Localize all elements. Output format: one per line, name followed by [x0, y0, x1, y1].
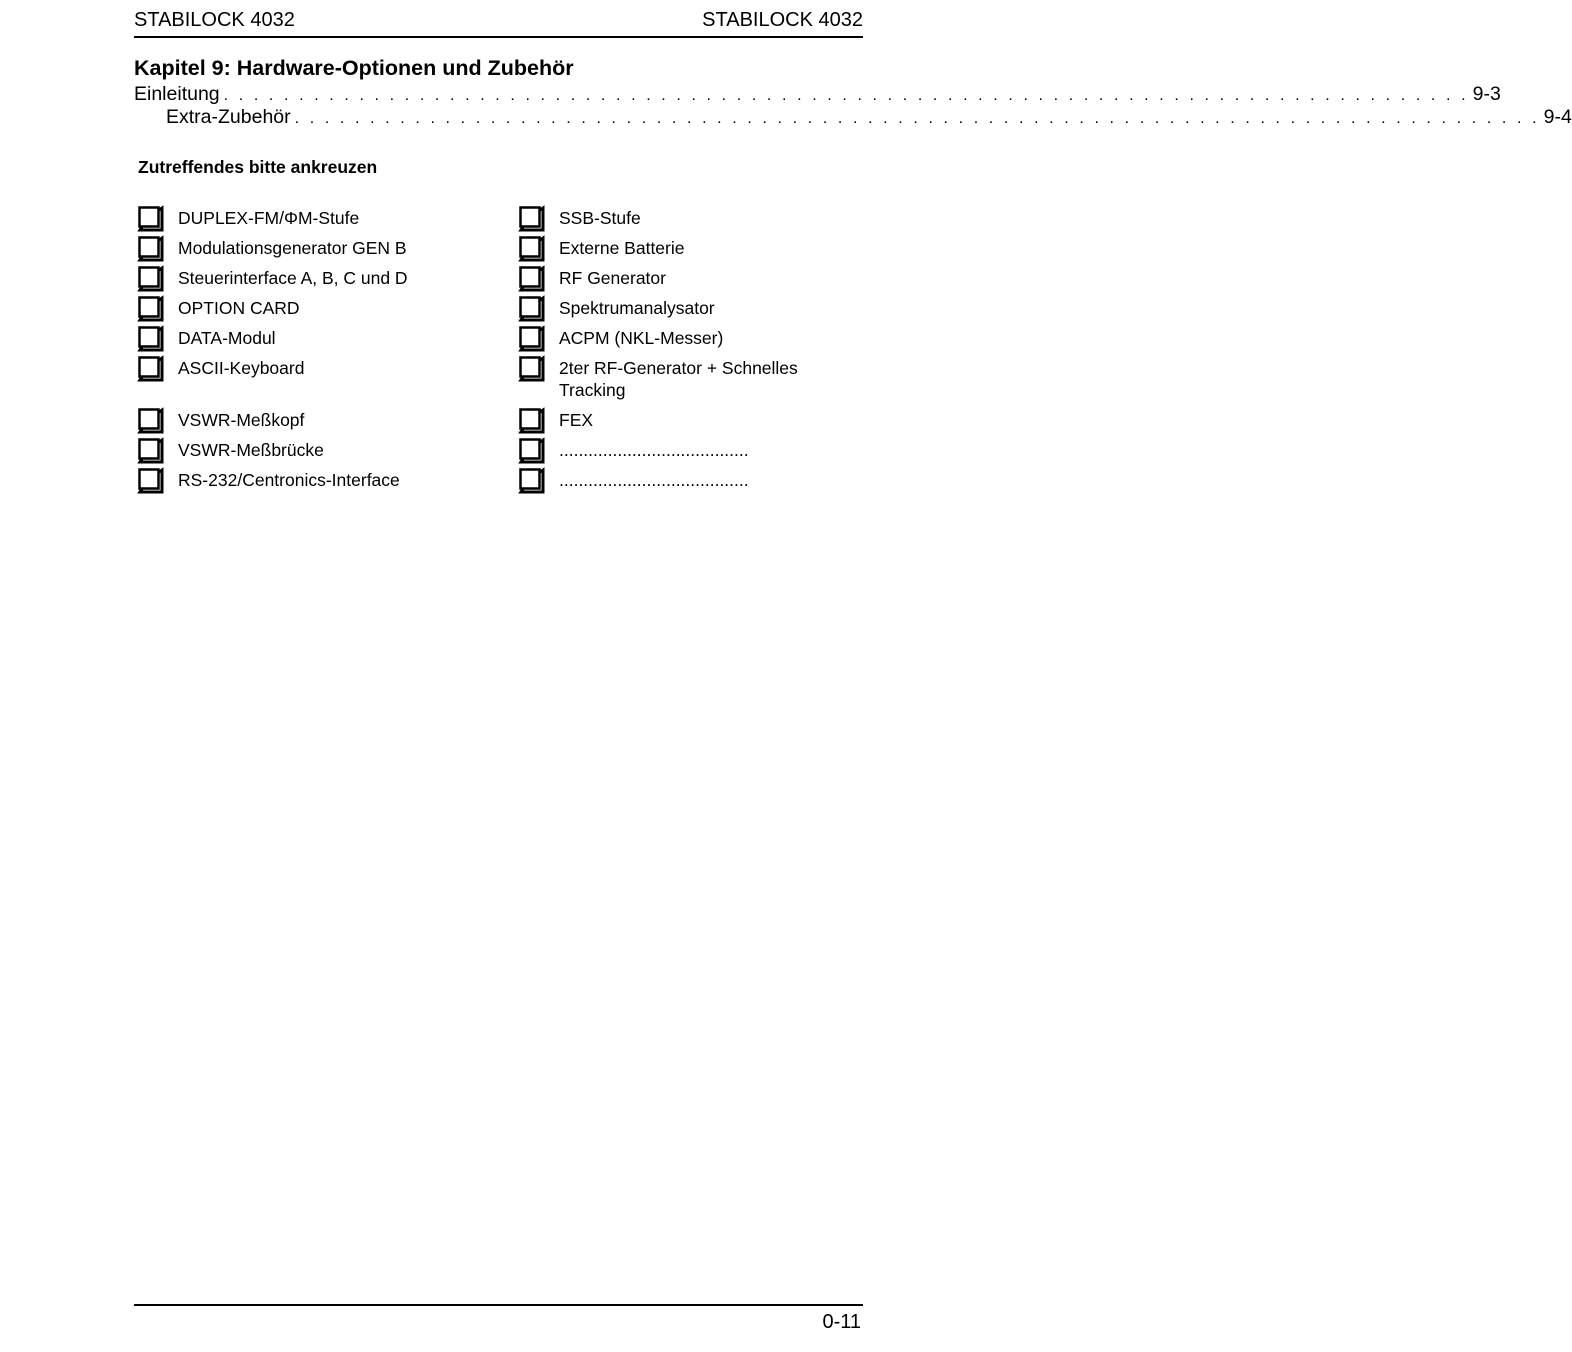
option-label: OPTION CARD: [178, 298, 300, 318]
option-label: FEX: [559, 410, 594, 430]
checkbox-icon[interactable]: [519, 266, 545, 292]
option-item[interactable]: [138, 466, 508, 496]
option-item[interactable]: [138, 406, 508, 436]
checkbox-icon[interactable]: [138, 266, 164, 292]
header-title-left: STABILOCK 4032: [134, 9, 295, 31]
checkbox-icon[interactable]: [138, 236, 164, 262]
checkbox-icon[interactable]: [138, 296, 164, 322]
option-item-blank[interactable]: [519, 466, 849, 496]
running-header: [134, 8, 863, 32]
option-item[interactable]: [519, 204, 849, 234]
option-item[interactable]: [138, 436, 508, 466]
checklist-instruction: Zutreffendes bitte ankreuzen: [138, 157, 378, 177]
option-label: SSB-Stufe: [559, 208, 641, 228]
option-label: DUPLEX-FM/ΦM-Stufe: [178, 208, 360, 228]
toc-label: Extra-Zubehör: [166, 106, 291, 128]
toc-leader-dots: . . . . . . . . . . . . . . . . . . . . . . . . . . . . . . . . . . . . . . . . . . . . . . . . . . . . . . . . . . . . . . . . . . . . . . . . . . . . . . . . . . .: [223, 87, 1469, 104]
checkbox-icon[interactable]: [138, 438, 164, 464]
option-label: VSWR-Meßkopf: [178, 410, 305, 430]
option-label: Steuerinterface A, B, C und D: [178, 268, 408, 288]
footer-rule: [134, 1304, 863, 1306]
option-item[interactable]: [519, 354, 849, 406]
toc-page: 9-3: [1472, 83, 1501, 105]
option-label: Externe Batterie: [559, 238, 685, 258]
option-item-blank[interactable]: [519, 436, 849, 466]
toc-leader-dots: . . . . . . . . . . . . . . . . . . . . . . . . . . . . . . . . . . . . . . . . . . . . . . . . . . . . . . . . . . . . . . . . . . . . . . . . . . . . . . . . . . .: [294, 110, 1540, 127]
option-item[interactable]: [519, 264, 849, 294]
option-item[interactable]: [138, 294, 508, 324]
option-label: DATA-Modul: [178, 328, 276, 348]
option-item[interactable]: [519, 234, 849, 264]
toc-entry-extra-zubehoer[interactable]: [166, 105, 1572, 129]
option-item[interactable]: [519, 294, 849, 324]
option-item[interactable]: [138, 204, 508, 234]
checkbox-icon[interactable]: [519, 326, 545, 352]
checkbox-icon[interactable]: [519, 356, 545, 382]
option-label: RS-232/Centronics-Interface: [178, 470, 400, 490]
header-title-right: STABILOCK 4032: [702, 9, 863, 31]
checklist-right-column: [519, 204, 849, 496]
option-item[interactable]: [519, 324, 849, 354]
toc-label: Einleitung: [134, 83, 220, 105]
checkbox-icon[interactable]: [519, 438, 545, 464]
checkbox-icon[interactable]: [138, 356, 164, 382]
toc-entry-einleitung[interactable]: [134, 82, 1501, 106]
blank-fill-line[interactable]: .......................................: [559, 440, 749, 460]
header-rule: [134, 36, 863, 38]
option-item[interactable]: [138, 324, 508, 354]
option-label: VSWR-Meßbrücke: [178, 440, 324, 460]
option-label: 2ter RF-Generator + Schnelles Tracking: [559, 358, 798, 400]
option-label: ACPM (NKL-Messer): [559, 328, 724, 348]
checkbox-icon[interactable]: [519, 468, 545, 494]
checkbox-icon[interactable]: [519, 408, 545, 434]
option-label: ASCII-Keyboard: [178, 358, 305, 378]
checklist-left-column: [138, 204, 508, 496]
blank-fill-line[interactable]: .......................................: [559, 470, 749, 490]
checkbox-icon[interactable]: [138, 468, 164, 494]
option-label: RF Generator: [559, 268, 666, 288]
checkbox-icon[interactable]: [138, 408, 164, 434]
checkbox-icon[interactable]: [519, 206, 545, 232]
checkbox-icon[interactable]: [519, 296, 545, 322]
option-item[interactable]: [138, 264, 508, 294]
checkbox-icon[interactable]: [138, 206, 164, 232]
option-item[interactable]: [138, 354, 508, 406]
toc-page: 9-4: [1543, 106, 1572, 128]
option-label: Spektrumanalysator: [559, 298, 715, 318]
option-label: Modulationsgenerator GEN B: [178, 238, 407, 258]
option-item[interactable]: [138, 234, 508, 264]
page-number: 0-11: [822, 1311, 861, 1333]
chapter-title: Kapitel 9: Hardware-Optionen und Zubehör: [134, 56, 574, 80]
checkbox-icon[interactable]: [519, 236, 545, 262]
option-item[interactable]: [519, 406, 849, 436]
checkbox-icon[interactable]: [138, 326, 164, 352]
